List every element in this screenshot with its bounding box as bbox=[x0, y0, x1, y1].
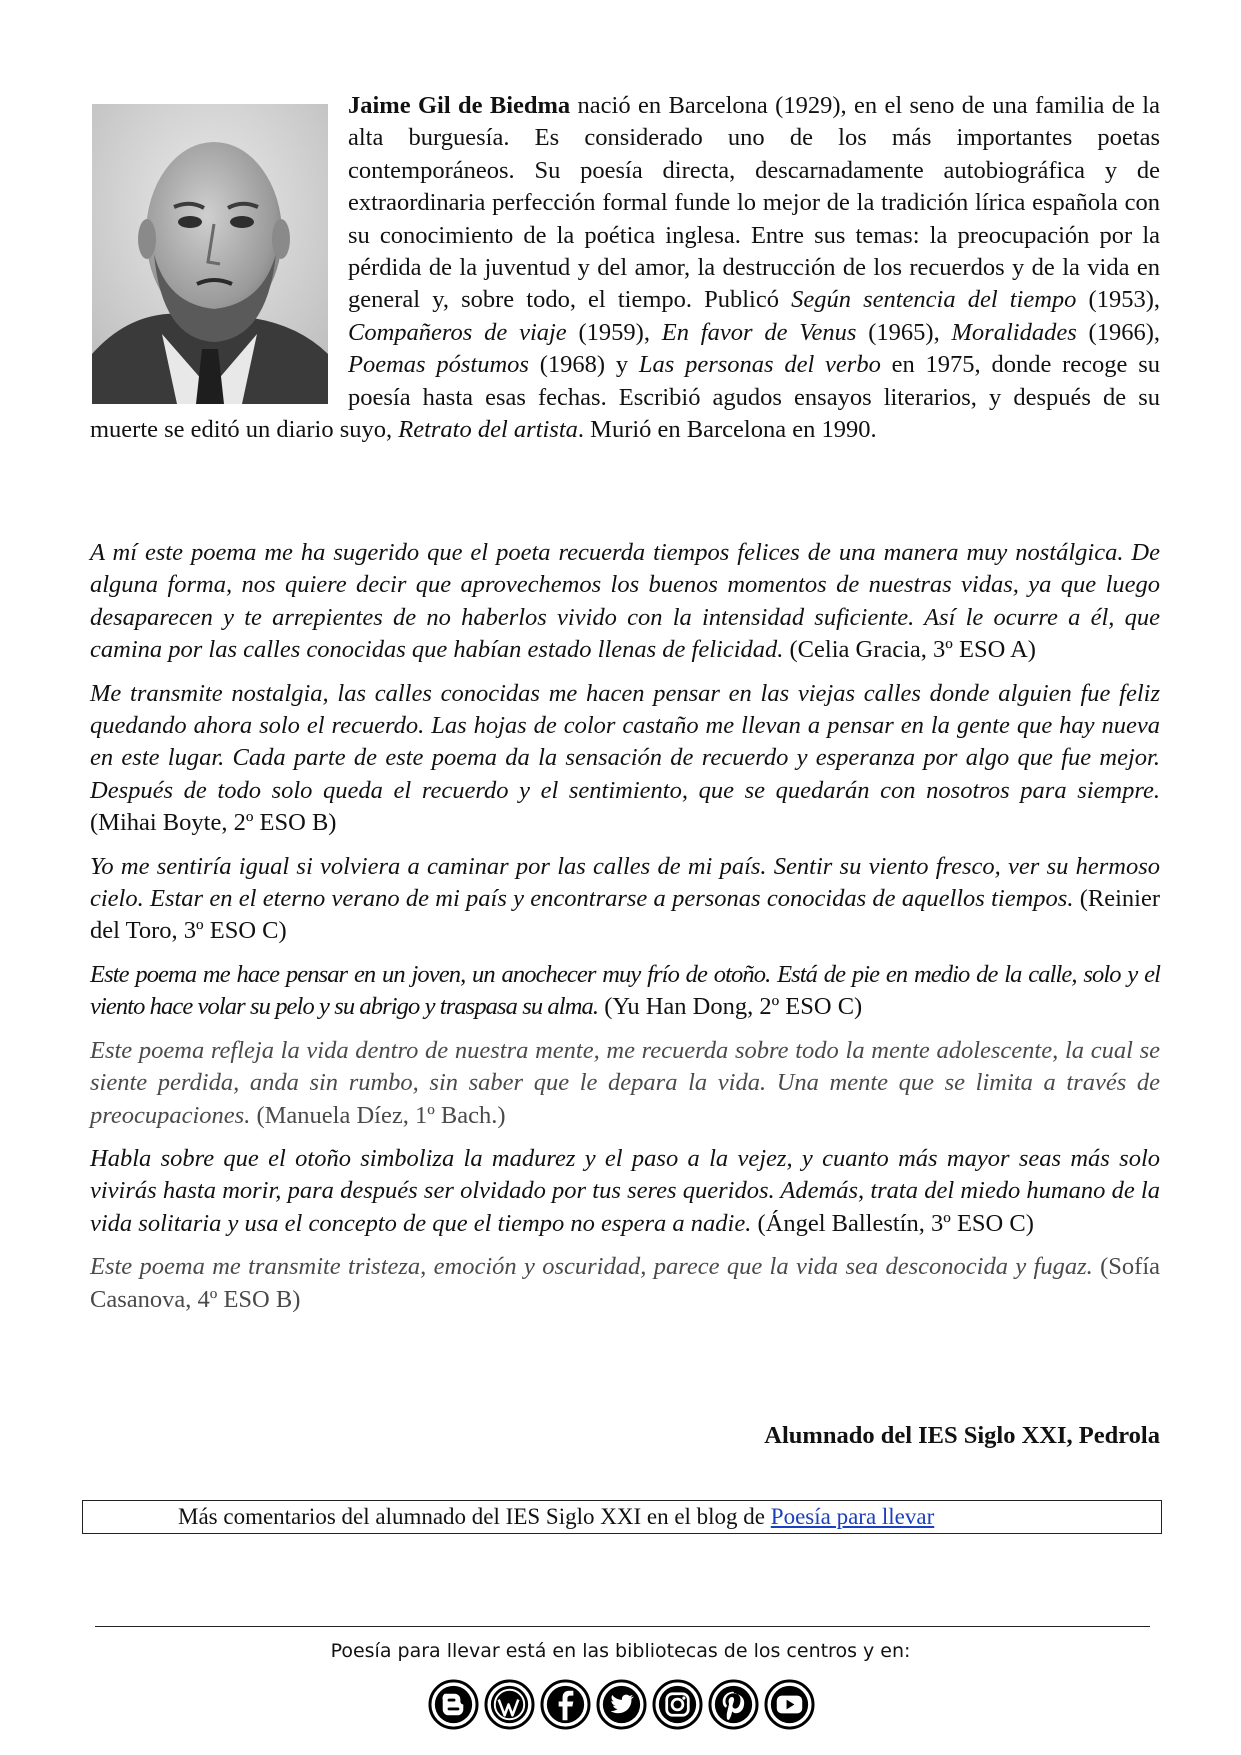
comment-paragraph bbox=[90, 537, 1160, 667]
comment-text: Este poema refleja la vida dentro de nuestra mente, me recuerda sobre todo la mente adolescente, la cual se siente perdida, anda sin rumbo, sin saber que le depara la vida. Una mente que se limita a través de preocupaciones. bbox=[90, 1036, 1160, 1129]
book-title: Poemas póstumos bbox=[348, 351, 529, 379]
book-title: En favor de Venus bbox=[661, 318, 857, 346]
comment-author: (Manuela Díez, 1º Bach.) bbox=[250, 1101, 506, 1129]
comment-paragraph bbox=[90, 1143, 1160, 1240]
author-name: Jaime Gil de Biedma bbox=[348, 92, 571, 119]
comment-text: Habla sobre que el otoño simboliza la madurez y el paso a la vejez, y cuanto más mayor seas más solo vivirás hasta morir, para después ser olvidado por tus seres queridos. Además, trata del miedo humano de la vida solitaria y usa el concepto de que el tiempo no espera a nadie. bbox=[90, 1144, 1160, 1237]
comment-author: (Ángel Ballestín, 3º ESO C) bbox=[751, 1209, 1034, 1237]
blogger-icon[interactable] bbox=[428, 1679, 479, 1730]
comment-text: A mí este poema me ha sugerido que el poeta recuerda tiempos felices de una manera muy nostálgica. De alguna forma, nos quiere decir que aprovechemos los buenos momentos de nuestras vidas, ya que luego desaparecen y te arrepientes de no haberlos vivido con la intensidad suficiente. Así le ocurre a él, que camina por las calles conocidas que habían estado llenas de felicidad. bbox=[90, 539, 1160, 664]
blog-link[interactable]: Poesía para llevar bbox=[770, 1504, 935, 1529]
book-title: Compañeros de viaje bbox=[348, 318, 567, 346]
book-title: Retrato del artista bbox=[398, 416, 578, 444]
comment-author: (Yu Han Dong, 2º ESO C) bbox=[598, 993, 863, 1021]
footer-text: Poesía para llevar está en las bibliotecas de los centros y en: bbox=[330, 1640, 911, 1662]
comment-paragraph bbox=[90, 678, 1160, 840]
student-comments bbox=[90, 537, 1160, 1327]
book-title: Según sentencia del tiempo bbox=[791, 286, 1077, 314]
comment-author: (Reinier del Toro, 3º ESO C) bbox=[90, 885, 1160, 945]
comment-author: (Sofía Casanova, 4º ESO B) bbox=[90, 1253, 1161, 1313]
more-comments-text: Más comentarios del alumnado del IES Siglo XXI en el blog de bbox=[178, 1504, 771, 1529]
more-comments-box bbox=[82, 1500, 1162, 1534]
book-title: Moralidades bbox=[951, 318, 1077, 346]
comment-paragraph bbox=[90, 1251, 1160, 1316]
comment-paragraph bbox=[90, 959, 1160, 1024]
signature: Alumnado del IES Siglo XXI, Pedrola bbox=[764, 1422, 1160, 1449]
comment-text: Este poema me transmite tristeza, emoción y oscuridad, parece que la vida sea desconocida y fugaz. bbox=[90, 1253, 1093, 1281]
footer-divider bbox=[95, 1626, 1150, 1627]
comment-text: Yo me sentiría igual si volviera a caminar por las calles de mi país. Sentir su viento fresco, ver su hermoso cielo. Estar en el eterno verano de mi país y encontrarse a personas conocidas de aquellos tiempos. bbox=[90, 852, 1160, 913]
comment-author: (Celia Gracia, 3º ESO A) bbox=[783, 636, 1036, 664]
youtube-icon[interactable] bbox=[764, 1679, 815, 1730]
comment-text: Este poema me hace pensar en un joven, un anochecer muy frío de otoño. Está de pie en medio de la calle, solo y el viento hace volar su pelo y su abrigo y traspasa su alma. bbox=[90, 960, 1160, 1021]
comment-paragraph bbox=[90, 851, 1160, 948]
facebook-icon[interactable] bbox=[540, 1679, 591, 1730]
social-icons bbox=[428, 1679, 815, 1731]
comment-text: Me transmite nostalgia, las calles conocidas me hacen pensar en las viejas calles donde alguien fue feliz quedando ahora solo el recuerdo. Las hojas de color castaño me llevan a pensar en la gente que hay nueva en este lugar. Cada parte de este poema da la sensación de recuerdo y esperanza por algo que fue mejor. Después de todo solo queda el recuerdo y el sentimiento, que se quedarán con nosotros para siempre. bbox=[90, 679, 1160, 804]
book-title: Las personas del verbo bbox=[638, 351, 881, 379]
comment-author: (Mihai Boyte, 2º ESO B) bbox=[90, 809, 337, 837]
wordpress-icon[interactable] bbox=[484, 1679, 535, 1730]
instagram-icon[interactable] bbox=[652, 1679, 703, 1730]
author-bio: Jaime Gil de Biedma nació en Barcelona (1929), en el seno de una familia de la alta burguesía. Es considerado uno de los más importantes poetas contemporáneos. Su poesía directa, descarnadamente autobiográfica y de extraordinaria perfección formal funde lo mejor de la tradición lírica española con su conocimiento de la poética inglesa. Entre sus temas: la preocupación por la pérdida de la juventud y del amor, la destrucción de los recuerdos y de la vida en general y, sobre todo, el tiempo. Publicó Según sentencia del tiempo (1953), Compañeros de viaje (1959), En favor de Venus (1965), Moralidades (1966), Poemas póstumos (1968) y Las personas del verbo en 1975, donde recoge su poesía hasta esas fechas. Escribió agudos ensayos literarios, y después de su muerte se editó un diario suyo, Retrato del artista. Murió en Barcelona en 1990. bbox=[90, 92, 1160, 444]
comment-paragraph bbox=[90, 1035, 1160, 1132]
pinterest-icon[interactable] bbox=[708, 1679, 759, 1730]
twitter-icon[interactable] bbox=[596, 1679, 647, 1730]
